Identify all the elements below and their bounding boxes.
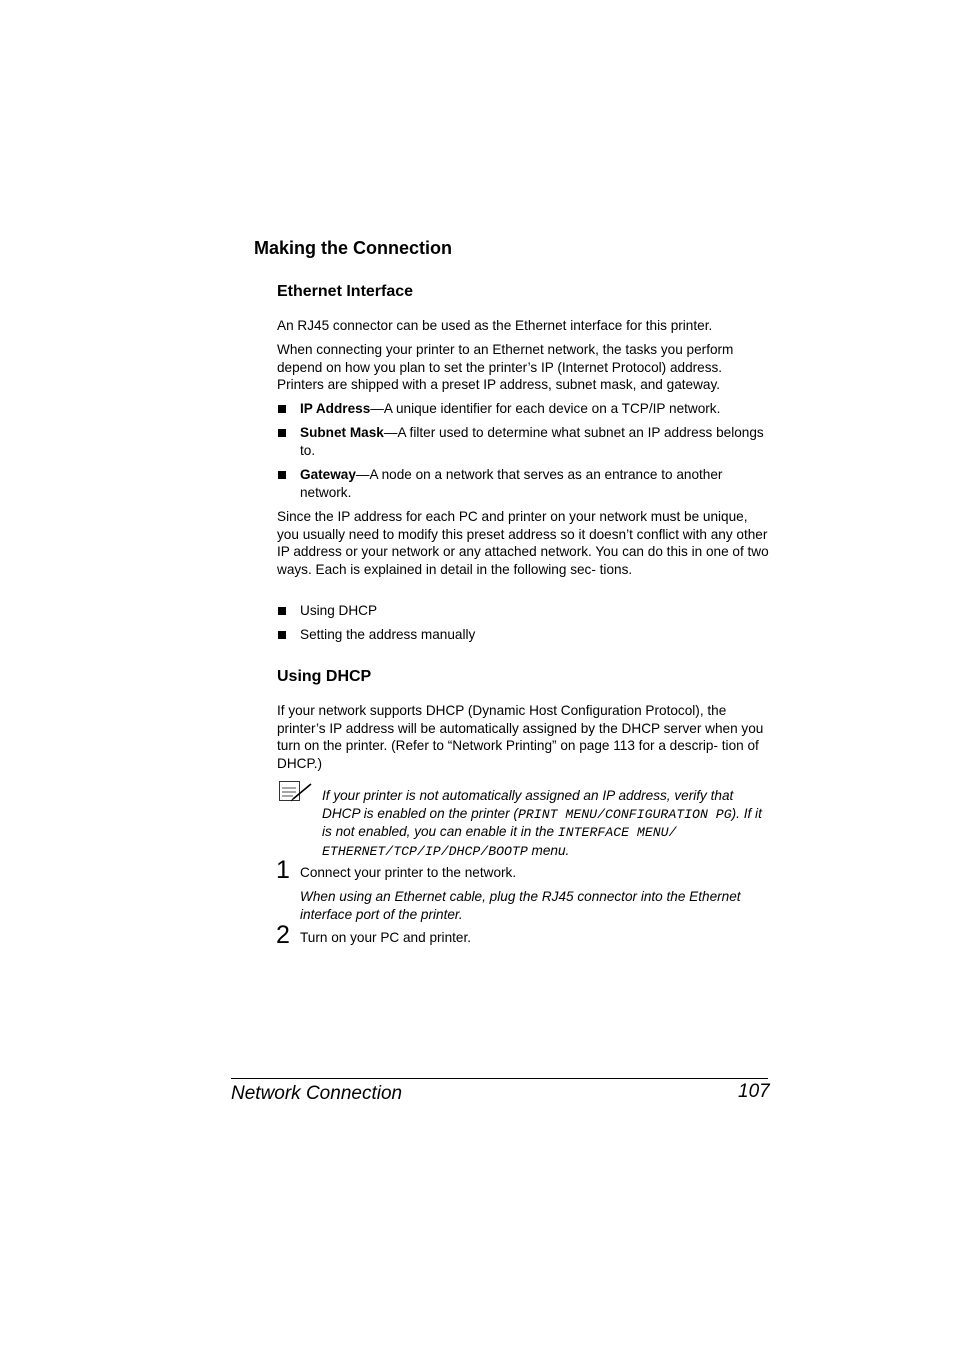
ethernet-para-1-text: An RJ45 connector can be used as the Ethernet interface for this printer. [277, 318, 713, 333]
section-title: Making the Connection [254, 238, 452, 258]
bullet-text [300, 424, 772, 459]
bullet-square-icon [278, 607, 286, 615]
term-subnet-mask: Subnet Mask [300, 425, 384, 440]
term-ip-address: IP Address [300, 401, 371, 416]
note-code-print-menu: PRINT MENU/CONFIGURATION PG [517, 806, 732, 822]
dhcp-note [322, 787, 772, 860]
note-pencil-icon [279, 781, 313, 803]
note-text-3: menu. [527, 842, 570, 858]
footer-divider [231, 1078, 768, 1079]
note-code-interface-menu: INTERFACE MENU/ ETHERNET/TCP/IP/DHCP/BOOTP [322, 825, 677, 859]
term-gateway: Gateway [300, 467, 356, 482]
bullet-square-icon [278, 429, 286, 437]
term-subnet-mask-desc: —A filter used to determine what subnet an IP address belongs to. [300, 425, 764, 458]
ethernet-para-2-text: When connecting your printer to an Ethernet network, the tasks you perform depend on how you plan to set the printer’s IP (Internet Protocol) address. Printers are shipped with a preset IP address, subnet mask, and gateway. [277, 342, 734, 393]
ethernet-para-3-text: Since the IP address for each PC and printer on your network must be unique, you usually need to modify this preset address so it doesn’t conflict with any other IP address or your network or any attached network. You can do this in one of two ways. Each is explained in detail in the following sec- tions. [277, 509, 769, 577]
term-ip-address-desc: —A unique identifier for each device on a TCP/IP network. [370, 401, 721, 416]
footer-chapter-title: Network Connection [231, 1083, 403, 1104]
step-1-note: When using an Ethernet cable, plug the RJ45 connector into the Ethernet interface port of the printer. [300, 889, 741, 922]
bullet-square-icon [278, 471, 286, 479]
ethernet-para-1 [277, 317, 772, 335]
footer-page-number: 107 [738, 1081, 770, 1102]
ethernet-para-3 [277, 508, 772, 578]
dhcp-para [277, 702, 772, 772]
using-dhcp-heading: Using DHCP [277, 668, 372, 685]
bullet-square-icon [278, 631, 286, 639]
step-number-2: 2 [276, 921, 290, 949]
bullet-square-icon [278, 405, 286, 413]
bullet-text [300, 400, 772, 418]
bullet-text: Using DHCP [300, 603, 378, 618]
step-1-text: Connect your printer to the network. [300, 865, 517, 880]
dhcp-para-text: If your network supports DHCP (Dynamic Host Configuration Protocol), the printer’s IP address will be automatically assigned by the DHCP server when you turn on the printer. (Refer to “Network Printing” on page 113 for a descrip- tion of DHCP.) [277, 703, 764, 771]
step-2-text: Turn on your PC and printer. [300, 930, 472, 945]
bullet-text: Setting the address manually [300, 627, 476, 642]
note-text-2: ). If it is not enabled, you can enable it in the [322, 805, 762, 840]
ethernet-interface-heading: Ethernet Interface [277, 283, 414, 300]
step-number-1: 1 [276, 856, 290, 884]
bullet-text [300, 466, 772, 501]
term-gateway-desc: —A node on a network that serves as an entrance to another network. [300, 467, 723, 500]
note-text-1: If your printer is not automatically assigned an IP address, verify that DHCP is enabled on the printer ( [322, 788, 734, 821]
ethernet-para-2 [277, 341, 772, 394]
